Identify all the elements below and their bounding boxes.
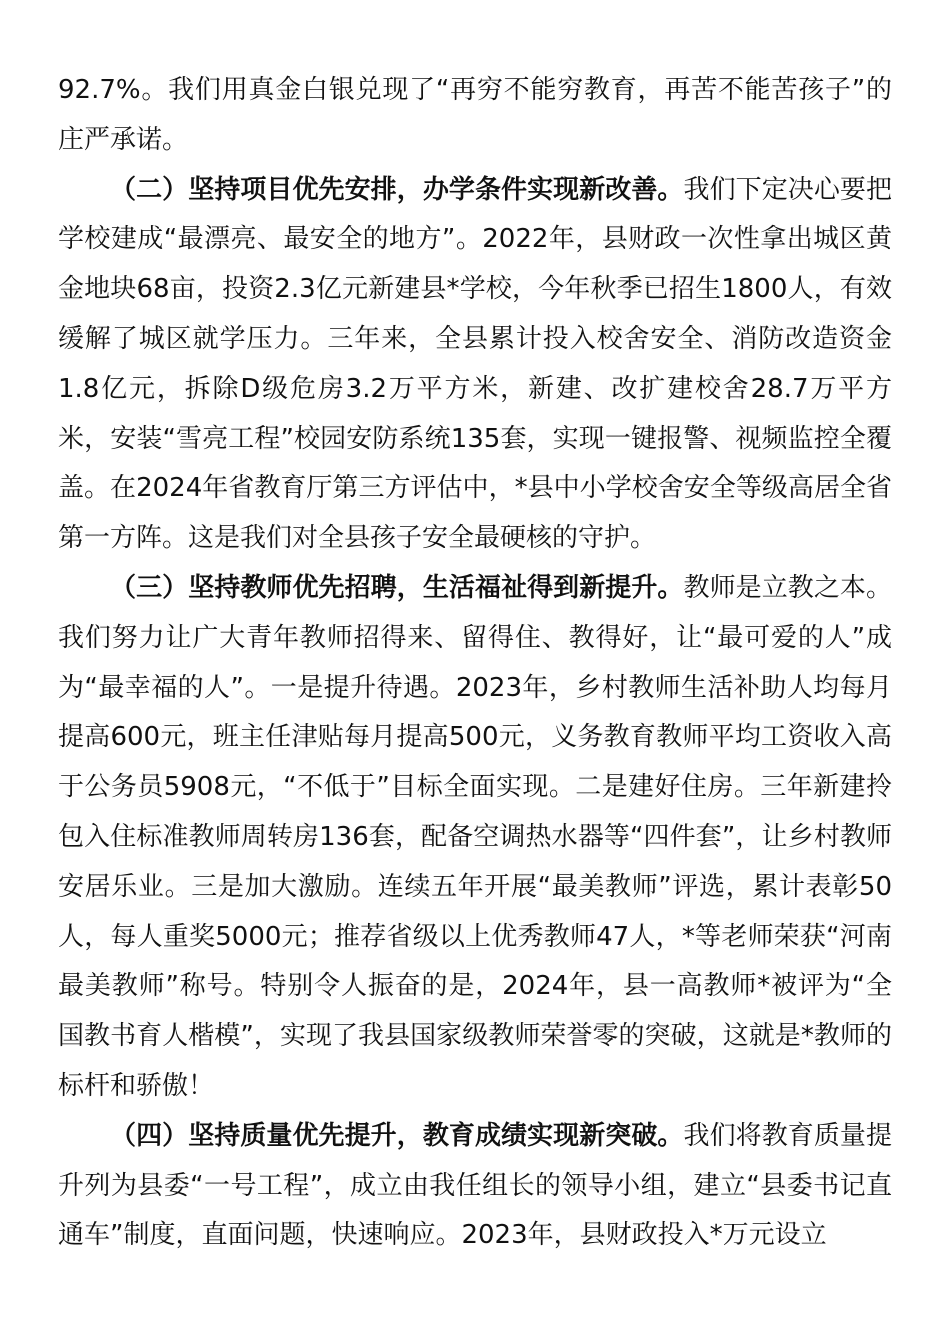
document-body [58, 66, 892, 1261]
section-heading: （四）坚持质量优先提升，教育成绩实现新突破。 [110, 1120, 684, 1151]
paragraph-body: 教师是立教之本。我们努力让广大青年教师招得来、留得住、教得好，让“最可爱的人”成为“最幸福的人”。一是提升待遇。2023年，乡村教师生活补助人均每月提高600元，班主任津贴每月提高500元，义务教育教师平均工资收入高于公务员5908元，“不低于”目标全面实现。二是建好住房。三年新建拎包入住标准教师周转房136套，配备空调热水器等“四件套”，让乡村教师安居乐业。三是加大激励。连续五年开展“最美教师”评选，累计表彰50人，每人重奖5000元；推荐省级以上优秀教师47人，*等老师荣获“河南最美教师”称号。特别令人振奋的是，2024年，县一高教师*被评为“全国教书育人楷模”，实现了我县国家级教师荣誉零的突破，这就是*教师的标杆和骄傲！ [58, 572, 892, 1101]
paragraph-body: 我们将教育质量提升列为县委“一号工程”，成立由我任组长的领导小组，建立“县委书记直通车”制度，直面问题，快速响应。2023年，县财政投入*万元设立 [58, 1120, 892, 1251]
paragraph-body: 我们下定决心要把学校建成“最漂亮、最安全的地方”。2022年，县财政一次性拿出城区黄金地块68亩，投资2.3亿元新建县*学校，今年秋季已招生1800人，有效缓解了城区就学压力。三年来，全县累计投入校舍安全、消防改造资金1.8亿元，拆除D级危房3.2万平方米，新建、改扩建校舍28.7万平方米，安装“雪亮工程”校园安防系统135套，实现一键报警、视频监控全覆盖。在2024年省教育厅第三方评估中，*县中小学校舍安全等级高居全省第一方阵。这是我们对全县孩子安全最硬核的守护。 [58, 174, 892, 554]
paragraph-section-3 [58, 564, 892, 1112]
section-heading: （三）坚持教师优先招聘，生活福祉得到新提升。 [110, 572, 684, 603]
paragraph-continuation [58, 66, 892, 166]
paragraph-body: 92.7%。我们用真金白银兑现了“再穷不能穷教育，再苦不能苦孩子”的庄严承诺。 [58, 75, 892, 155]
section-heading: （二）坚持项目优先安排，办学条件实现新改善。 [110, 174, 684, 205]
paragraph-section-2 [58, 166, 892, 564]
paragraph-section-4 [58, 1112, 892, 1261]
